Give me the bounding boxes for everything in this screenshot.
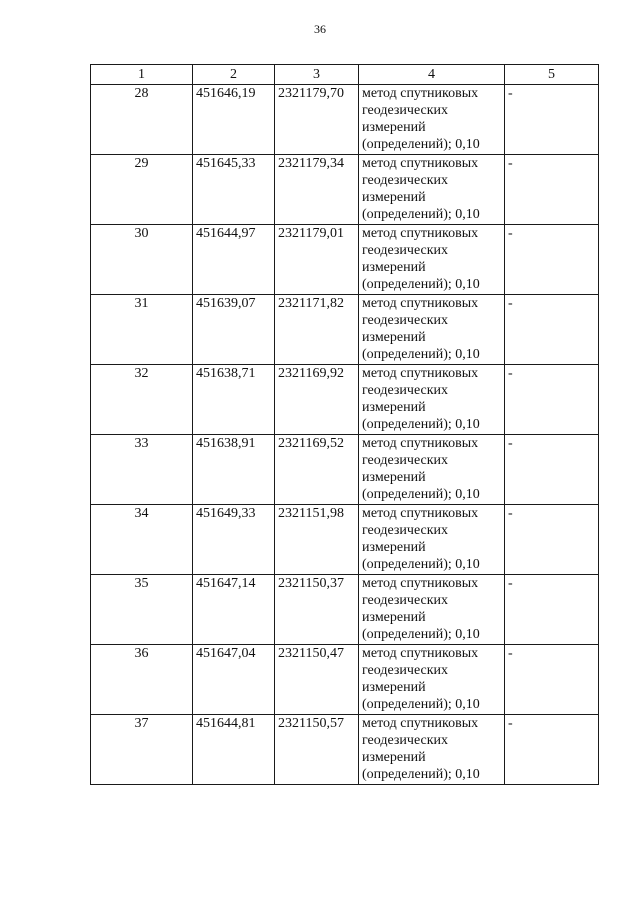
x-coordinate-cell: 451644,97 (193, 225, 275, 295)
x-coordinate-cell: 451645,33 (193, 155, 275, 225)
method-line: геодезических (362, 733, 449, 748)
method-line: геодезических (362, 523, 449, 538)
y-coordinate-cell: 2321169,52 (275, 435, 359, 505)
x-coordinate-cell: 451639,07 (193, 295, 275, 365)
table-body (91, 85, 599, 785)
method-line: измерений (362, 120, 426, 135)
description-cell: - (505, 295, 599, 365)
method-line: геодезических (362, 453, 449, 468)
description-cell: - (505, 435, 599, 505)
method-line: (определений); 0,10 (362, 697, 480, 712)
method-line: измерений (362, 400, 426, 415)
description-cell: - (505, 155, 599, 225)
y-coordinate-cell: 2321169,92 (275, 365, 359, 435)
method-cell (359, 575, 505, 645)
method-line: метод спутниковых (362, 226, 479, 241)
method-line: (определений); 0,10 (362, 277, 480, 292)
method-line: (определений); 0,10 (362, 137, 480, 152)
point-number-cell: 36 (91, 645, 193, 715)
method-cell (359, 505, 505, 575)
point-number-cell: 32 (91, 365, 193, 435)
method-cell (359, 435, 505, 505)
y-coordinate-cell: 2321179,01 (275, 225, 359, 295)
method-line: измерений (362, 680, 426, 695)
method-line: метод спутниковых (362, 646, 479, 661)
x-coordinate-cell: 451638,71 (193, 365, 275, 435)
table-row (91, 155, 599, 225)
method-line: (определений); 0,10 (362, 487, 480, 502)
method-line: геодезических (362, 383, 449, 398)
table-row (91, 645, 599, 715)
description-cell: - (505, 85, 599, 155)
method-cell (359, 295, 505, 365)
x-coordinate-cell: 451644,81 (193, 715, 275, 785)
method-line: геодезических (362, 103, 449, 118)
method-line: метод спутниковых (362, 576, 479, 591)
table-row (91, 715, 599, 785)
y-coordinate-cell: 2321150,47 (275, 645, 359, 715)
method-cell (359, 645, 505, 715)
method-line: метод спутниковых (362, 366, 479, 381)
method-line: метод спутниковых (362, 156, 479, 171)
description-cell: - (505, 645, 599, 715)
method-line: (определений); 0,10 (362, 767, 480, 782)
x-coordinate-cell: 451649,33 (193, 505, 275, 575)
method-line: (определений); 0,10 (362, 557, 480, 572)
y-coordinate-cell: 2321151,98 (275, 505, 359, 575)
table-row (91, 575, 599, 645)
point-number-cell: 35 (91, 575, 193, 645)
column-header-3: 3 (275, 65, 359, 85)
description-cell: - (505, 505, 599, 575)
table-row (91, 225, 599, 295)
table-header-row (91, 65, 599, 85)
method-line: (определений); 0,10 (362, 417, 480, 432)
method-line: геодезических (362, 243, 449, 258)
method-line: измерений (362, 750, 426, 765)
description-cell: - (505, 715, 599, 785)
method-line: метод спутниковых (362, 86, 479, 101)
method-line: метод спутниковых (362, 506, 479, 521)
column-header-5: 5 (505, 65, 599, 85)
x-coordinate-cell: 451638,91 (193, 435, 275, 505)
method-line: измерений (362, 190, 426, 205)
method-line: (определений); 0,10 (362, 627, 480, 642)
method-cell (359, 365, 505, 435)
description-cell: - (505, 575, 599, 645)
point-number-cell: 29 (91, 155, 193, 225)
table-row (91, 505, 599, 575)
y-coordinate-cell: 2321171,82 (275, 295, 359, 365)
method-cell (359, 85, 505, 155)
x-coordinate-cell: 451647,14 (193, 575, 275, 645)
method-cell (359, 225, 505, 295)
method-line: измерений (362, 610, 426, 625)
point-number-cell: 34 (91, 505, 193, 575)
x-coordinate-cell: 451647,04 (193, 645, 275, 715)
method-cell (359, 155, 505, 225)
table-row (91, 295, 599, 365)
coordinates-table (90, 64, 599, 785)
y-coordinate-cell: 2321150,57 (275, 715, 359, 785)
y-coordinate-cell: 2321179,34 (275, 155, 359, 225)
method-line: геодезических (362, 313, 449, 328)
point-number-cell: 30 (91, 225, 193, 295)
method-line: измерений (362, 470, 426, 485)
table-row (91, 435, 599, 505)
description-cell: - (505, 225, 599, 295)
table-row (91, 365, 599, 435)
method-line: метод спутниковых (362, 716, 479, 731)
method-line: метод спутниковых (362, 436, 479, 451)
method-line: геодезических (362, 663, 449, 678)
x-coordinate-cell: 451646,19 (193, 85, 275, 155)
method-line: измерений (362, 260, 426, 275)
column-header-4: 4 (359, 65, 505, 85)
method-line: геодезических (362, 593, 449, 608)
method-line: измерений (362, 330, 426, 345)
table-row (91, 85, 599, 155)
point-number-cell: 33 (91, 435, 193, 505)
method-line: метод спутниковых (362, 296, 479, 311)
point-number-cell: 28 (91, 85, 193, 155)
y-coordinate-cell: 2321150,37 (275, 575, 359, 645)
page-number: 36 (314, 22, 326, 36)
method-cell (359, 715, 505, 785)
method-line: измерений (362, 540, 426, 555)
column-header-1: 1 (91, 65, 193, 85)
method-line: (определений); 0,10 (362, 207, 480, 222)
point-number-cell: 31 (91, 295, 193, 365)
method-line: (определений); 0,10 (362, 347, 480, 362)
y-coordinate-cell: 2321179,70 (275, 85, 359, 155)
point-number-cell: 37 (91, 715, 193, 785)
column-header-2: 2 (193, 65, 275, 85)
method-line: геодезических (362, 173, 449, 188)
description-cell: - (505, 365, 599, 435)
